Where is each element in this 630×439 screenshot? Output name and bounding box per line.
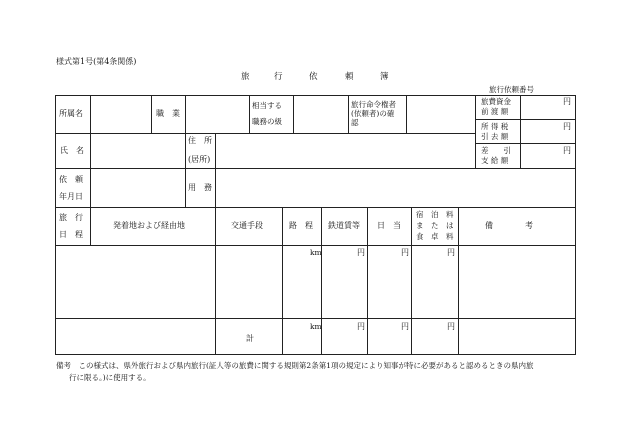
rule xyxy=(55,318,576,319)
schedule-label: 日 程 xyxy=(59,230,83,239)
rule xyxy=(321,207,322,355)
authority-label: 旅行命令権者 xyxy=(351,100,396,109)
origin-label: 発着地および経由地 xyxy=(113,221,185,230)
rule xyxy=(406,95,407,133)
title-char: 簿 xyxy=(380,72,389,82)
request-date-label: 年月日 xyxy=(59,192,83,201)
advance-label: 旅費資金 xyxy=(481,97,511,106)
border-top xyxy=(55,95,576,96)
total-label: 計 xyxy=(246,334,254,343)
yen-unit: 円 xyxy=(563,122,571,131)
note-line: 備考 この様式は、県外旅行および県内旅行(証人等の旅費に関する規則第2条第1項の規定により知事が特に必要があると認めるときの県内旅 xyxy=(56,361,534,370)
rule xyxy=(90,133,91,207)
rule xyxy=(520,95,521,168)
address-label: 住 所 xyxy=(188,136,212,145)
rule xyxy=(475,95,476,168)
transport-label: 交通手段 xyxy=(231,221,263,230)
rule xyxy=(185,95,186,133)
rule xyxy=(475,143,575,144)
rule xyxy=(55,133,475,134)
border-bottom xyxy=(55,354,576,355)
rule xyxy=(215,133,216,207)
daily-allowance-label: 日 当 xyxy=(377,221,401,230)
rule xyxy=(348,95,349,133)
rule xyxy=(475,119,575,120)
yen-unit: 円 xyxy=(447,248,455,257)
title-char: 旅 xyxy=(241,72,250,82)
yen-unit: 円 xyxy=(447,322,455,331)
border-left xyxy=(55,95,56,355)
distance-label: 路 程 xyxy=(289,221,313,230)
advance-label: 前 渡 額 xyxy=(481,107,509,116)
lodging-label: 宿 泊 料 xyxy=(416,210,454,219)
yen-unit: 円 xyxy=(401,248,409,257)
rule xyxy=(282,207,283,355)
rule xyxy=(55,168,576,169)
authority-label: 認 xyxy=(351,118,359,127)
name-label: 氏 名 xyxy=(60,146,84,155)
equivalent-rank-label: 職務の級 xyxy=(252,117,282,126)
rule xyxy=(151,95,152,133)
rail-fare-label: 鉄道賃等 xyxy=(328,221,360,230)
authority-label: (依頼者)の確 xyxy=(351,109,395,118)
yen-unit: 円 xyxy=(357,248,365,257)
income-tax-label: 所 得 税 xyxy=(481,122,509,131)
lodging-label: ま た は xyxy=(416,221,454,230)
yen-unit: 円 xyxy=(357,322,365,331)
request-date-label: 依 頼 xyxy=(59,175,83,184)
department-label: 所属名 xyxy=(59,109,83,118)
title-char: 依 xyxy=(309,72,318,82)
note-line: 行に限る。)に使用する。 xyxy=(69,373,151,382)
net-pay-label: 支 給 額 xyxy=(481,156,509,165)
border-right xyxy=(575,95,576,355)
yen-unit: 円 xyxy=(563,97,571,106)
address-label: (居所) xyxy=(188,155,211,164)
km-unit: km xyxy=(310,248,322,257)
rule xyxy=(215,207,216,355)
rule xyxy=(90,207,91,245)
travel-request-form xyxy=(55,95,576,355)
net-pay-label: 差 引 xyxy=(481,146,511,155)
rule xyxy=(293,95,294,133)
rule xyxy=(55,207,576,208)
income-tax-label: 引 去 額 xyxy=(481,132,509,141)
form-number: 様式第1号(第4条関係) xyxy=(56,57,137,66)
rule xyxy=(90,95,91,133)
request-number-label: 旅行依頼番号 xyxy=(489,85,534,94)
km-unit: km xyxy=(310,322,322,331)
rule xyxy=(367,207,368,355)
schedule-label: 旅 行 xyxy=(59,213,83,222)
equivalent-rank-label: 相当する xyxy=(252,101,282,110)
job-title-label: 職 業 xyxy=(156,109,180,118)
title-char: 頼 xyxy=(345,72,354,82)
business-label: 用 務 xyxy=(188,183,212,192)
yen-unit: 円 xyxy=(401,322,409,331)
rule xyxy=(185,133,186,207)
remarks-label: 備 考 xyxy=(485,221,533,230)
title-char: 行 xyxy=(274,72,283,82)
rule xyxy=(411,207,412,355)
yen-unit: 円 xyxy=(563,146,571,155)
rule xyxy=(249,95,250,133)
lodging-label: 食 卓 料 xyxy=(416,232,454,241)
rule xyxy=(458,207,459,355)
rule xyxy=(55,245,576,246)
